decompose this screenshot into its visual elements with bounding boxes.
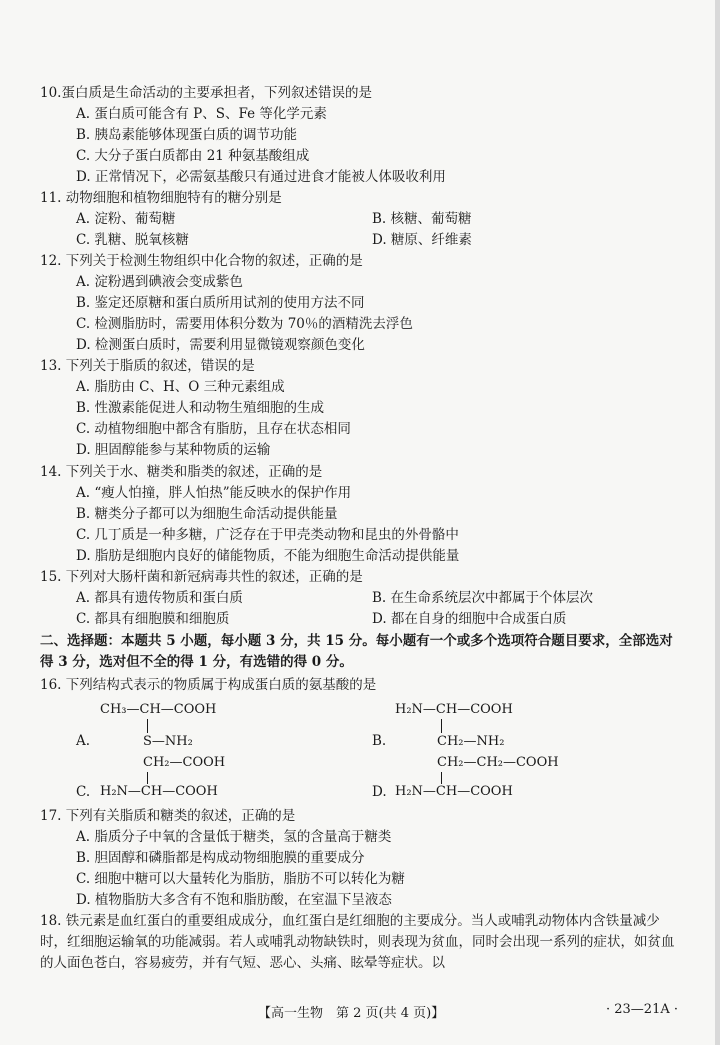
q14-option-d: D. 脂肪是细胞内良好的储能物质，不能为细胞生命活动提供能量	[76, 548, 460, 564]
q12-option-d: D. 检测蛋白质时，需要利用显微镜观察颜色变化	[76, 337, 365, 353]
q16-option-c-label: C.	[76, 784, 91, 800]
q16-option-b-label: B.	[372, 733, 387, 749]
q16-d-formula-bottom: H₂N—CH—COOH	[395, 784, 513, 799]
q16-b-formula-top: H₂N—CH—COOH	[395, 702, 513, 717]
q17-option-b: B. 胆固醇和磷脂都是构成动物细胞膜的重要成分	[76, 850, 365, 866]
q16-option-a-label: A.	[76, 733, 91, 749]
q13-option-d: D. 胆固醇能参与某种物质的运输	[76, 442, 271, 458]
q16-stem: 16. 下列结构式表示的物质属于构成蛋白质的氨基酸的是	[40, 677, 377, 693]
q13-option-b: B. 性激素能促进人和动物生殖细胞的生成	[76, 400, 325, 416]
q13-option-a: A. 脂肪由 C、H、O 三种元素组成	[76, 379, 285, 395]
q11-option-c: C. 乳糖、脱氧核糖	[76, 232, 189, 248]
page-edge	[715, 0, 720, 1045]
q15-option-c: C. 都具有细胞膜和细胞质	[76, 611, 230, 627]
q16-b-bond	[441, 719, 442, 733]
q17-option-d: D. 植物脂肪大多含有不饱和脂肪酸，在室温下呈液态	[76, 892, 392, 908]
q10-option-d: D. 正常情况下，必需氨基酸只有通过进食才能被人体吸收利用	[76, 169, 446, 185]
q16-d-formula-top: CH₂—CH₂—COOH	[437, 755, 559, 770]
q16-c-formula-bottom: H₂N—CH—COOH	[100, 784, 218, 799]
q10-stem: 10.蛋白质是生命活动的主要承担者，下列叙述错误的是	[40, 85, 372, 101]
q11-option-a: A. 淀粉、葡萄糖	[76, 211, 176, 227]
q15-option-d: D. 都在自身的细胞中合成蛋白质	[372, 611, 567, 627]
q12-option-c: C. 检测脂肪时，需要用体积分数为 70％的酒精洗去浮色	[76, 316, 413, 332]
q12-option-a: A. 淀粉遇到碘液会变成紫色	[76, 274, 243, 290]
q11-option-b: B. 核糖、葡萄糖	[372, 211, 472, 227]
q18-text: 18. 铁元素是血红蛋白的重要组成成分，血红蛋白是红细胞的主要成分。当人或哺乳动物体内含铁量减少时，红细胞运输氧的功能减弱。若人或哺乳动物缺铁时，则表现为贫血，同时会出现一系列的症状，如贫血的人面色苍白，容易疲劳，并有气短、恶心、头痛、眩晕等症状。以	[40, 913, 675, 971]
page-footer: 【高一生物 第 2 页(共 4 页)】	[258, 1006, 445, 1021]
q16-a-formula-bottom: S—NH₂	[143, 734, 193, 749]
q11-option-d: D. 糖原、纤维素	[372, 232, 472, 248]
q16-a-bond	[147, 719, 148, 733]
q17-option-c: C. 细胞中糖可以大量转化为脂肪，脂肪不可以转化为糖	[76, 871, 405, 887]
section-two-instructions: 二、选择题：本题共 5 小题，每小题 3 分，共 15 分。每小题有一个或多个选项符合题目要求，全部选对得 3 分，选对但不全的得 1 分，有选错的得 0 分。	[40, 633, 673, 670]
q12-stem: 12. 下列关于检测生物组织中化合物的叙述，正确的是	[40, 253, 363, 269]
q15-option-a: A. 都具有遗传物质和蛋白质	[76, 590, 243, 606]
q15-stem: 15. 下列对大肠杆菌和新冠病毒共性的叙述，正确的是	[40, 569, 363, 585]
q16-a-formula-top: CH₃—CH—COOH	[100, 702, 217, 717]
q10-option-b: B. 胰岛素能够体现蛋白质的调节功能	[76, 127, 298, 143]
q12-option-b: B. 鉴定还原糖和蛋白质所用试剂的使用方法不同	[76, 295, 365, 311]
q13-stem: 13. 下列关于脂质的叙述，错误的是	[40, 358, 255, 374]
q14-stem: 14. 下列关于水、糖类和脂类的叙述，正确的是	[40, 464, 323, 480]
q16-d-bond	[441, 772, 442, 784]
q14-option-c: C. 几丁质是一种多糖，广泛存在于甲壳类动物和昆虫的外骨骼中	[76, 527, 459, 543]
q16-b-formula-bottom: CH₂—NH₂	[437, 734, 505, 749]
q16-option-d-label: D.	[372, 784, 387, 800]
q15-option-b: B. 在生命系统层次中都属于个体层次	[372, 590, 594, 606]
q10-option-a: A. 蛋白质可能含有 P、S、Fe 等化学元素	[76, 106, 327, 122]
q14-option-b: B. 糖类分子都可以为细胞生命活动提供能量	[76, 506, 338, 522]
q13-option-c: C. 动植物细胞中都含有脂肪，且存在状态相同	[76, 421, 351, 437]
q16-c-bond	[147, 772, 148, 784]
q17-option-a: A. 脂质分子中氧的含量低于糖类，氢的含量高于糖类	[76, 829, 392, 845]
q11-stem: 11. 动物细胞和植物细胞特有的糖分别是	[40, 190, 282, 206]
q17-stem: 17. 下列有关脂质和糖类的叙述，正确的是	[40, 808, 296, 824]
q14-option-a: A. “瘦人怕撞，胖人怕热”能反映水的保护作用	[76, 485, 352, 501]
q16-c-formula-top: CH₂—COOH	[143, 755, 226, 770]
paper-code: · 23—21A ·	[606, 1002, 679, 1017]
q10-option-c: C. 大分子蛋白质都由 21 种氨基酸组成	[76, 148, 310, 164]
